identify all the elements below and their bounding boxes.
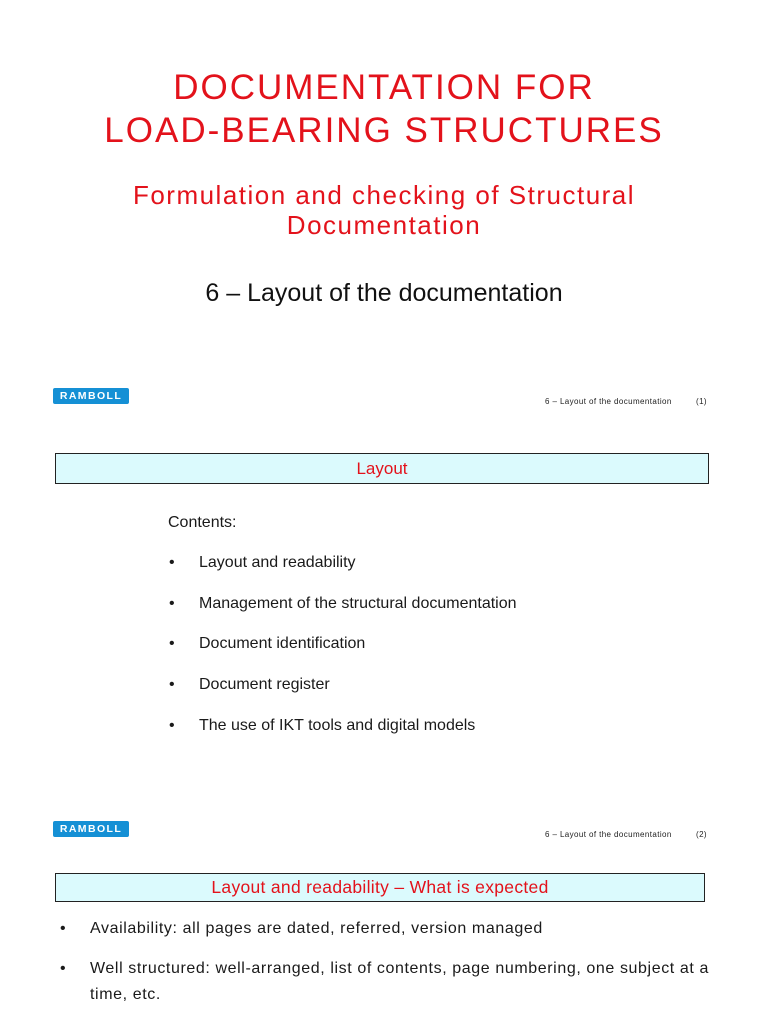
footer-caption: 6 – Layout of the documentation: [545, 830, 672, 839]
section-heading: 6 – Layout of the documentation: [205, 279, 563, 307]
list-item: [169, 635, 365, 653]
document-subtitle-line-1: Formulation and checking of Structural: [132, 180, 636, 210]
bullet-symbol: •: [60, 920, 67, 937]
list-item: [60, 956, 720, 1008]
document-subtitle-line-2: Documentation: [286, 210, 482, 240]
list-item: [169, 717, 475, 735]
list-item-text: Document register: [199, 676, 330, 693]
contents-label: Contents:: [168, 514, 237, 531]
list-item: [169, 676, 330, 694]
readability-heading-box: [55, 873, 705, 902]
document-title-line-1: DOCUMENTATION FOR: [173, 68, 595, 107]
bullet-symbol: •: [60, 960, 67, 977]
layout-heading-box: [55, 453, 709, 484]
bullet-symbol: •: [169, 717, 175, 734]
ramboll-logo: RAMBOLL: [53, 821, 129, 837]
list-item-text: The use of IKT tools and digital models: [199, 717, 476, 734]
readability-heading: Layout and readability – What is expected: [211, 877, 549, 897]
list-item: [169, 595, 517, 613]
list-item-text: Document identification: [199, 635, 366, 652]
list-item-text: Availability: all pages are dated, referred, version managed: [90, 920, 543, 937]
layout-heading: Layout: [356, 459, 408, 478]
footer-page-number: (1): [696, 397, 707, 406]
list-item-text: Well structured: well-arranged, list of contents, page numbering, one subject at a time, etc.: [90, 960, 709, 1003]
list-item-text: Management of the structural documentation: [199, 595, 517, 612]
document-title-line-2: LOAD-BEARING STRUCTURES: [104, 111, 664, 150]
footer-page-number: (2): [696, 830, 707, 839]
bullet-symbol: •: [169, 676, 175, 693]
list-item: [169, 554, 356, 572]
bullet-symbol: •: [169, 554, 175, 571]
bullet-symbol: •: [169, 595, 175, 612]
footer-caption: 6 – Layout of the documentation: [545, 397, 672, 406]
list-item: [60, 920, 720, 938]
bullet-symbol: •: [169, 635, 175, 652]
list-item-text: Layout and readability: [199, 554, 356, 571]
ramboll-logo: RAMBOLL: [53, 388, 129, 404]
